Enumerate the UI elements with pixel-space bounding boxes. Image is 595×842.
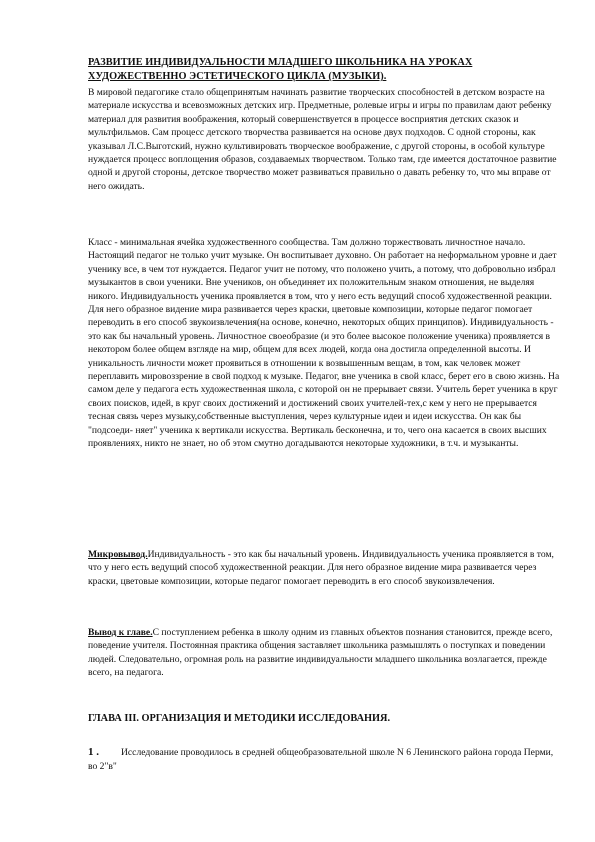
paragraph-creativity: В мировой педагогике стало общепринятым начинать развитие творческих способностей в детском возрасте на материале искусства и всевозможных детских игр. Предметные, ролевые игры и игры по правилам дают ребенку материал для развития воображения, который совершенствуется в процессе восприятия детских сказок и мультфильмов. Сам процесс детского творчества развивается на основе двух подходов. С одной стороны, как указывал Л.С.Выготский, нужно культивировать творческое воображение, с другой стороны, в особой культуре нуждается процесс воплощения образов, создаваемых творчеством. Только там, где имеется достаточное развитие одной и другой стороны, детское творчество может развиваться правильно о давать ребенку то, что мы вправе от него ожидать. xyxy=(88,87,557,192)
chapter-conclusion-text: С поступлением ребенка в школу одним из главных объектов познания становится, прежде всего, поведение учителя. Постоянная практика общения заставляет школьника размышлять о поступках и поведении людей. Следовательно, огромная роль на развитие индивидуальности младшего школьника возлагается, прежде всего, на педагога. xyxy=(88,627,553,679)
microconclusion-label: Микровывод. xyxy=(88,549,148,560)
microconclusion-paragraph xyxy=(88,548,560,588)
item-text: Исследование проводилось в средней общеобразовательной школе N 6 Ленинского района города Перми, во 2"в" xyxy=(88,747,554,772)
chapter-conclusion-label: Вывод к главе. xyxy=(88,627,153,638)
document-title: РАЗВИТИЕ ИНДИВИДУАЛЬНОСТИ МЛАДШЕГО ШКОЛЬНИКА НА УРОКАХ ХУДОЖЕСТВЕННО ЭСТЕТИЧЕСКОГО ЦИКЛА (МУЗЫКИ). xyxy=(88,57,473,82)
item-number: 1 . xyxy=(88,746,99,758)
microconclusion-text: Индивидуальность - это как бы начальный уровень. Индивидуальность ученика проявляется в том, что у него есть ведущий способ художественной реакции. Для него образное видение мира развивается через краски, цветовые композиции, которые педагог помогает переводить в его способ звукоизвлечения. xyxy=(88,549,554,587)
paragraph-class: Класс - минимальная ячейка художественного сообщества. Там должно торжествовать личностное начало. Настоящий педагог не только учит музыке. Он воспитывает духовно. Он работает на неформальном уровне и дает ученику все, в чем тот нуждается. Педагог учит не потому, что положено учить, а потому, что добровольно избрал музыкантов в свои ученики. Вне учеников, он объединяет их положительным знаком отношения, не выделяя никого. Индивидуальность ученика проявляется в том, что у него есть ведущий способ художественной реакции. Для него образное видение мира развивается через краски, цветовые композиции, которые педагог помогает переводить в его способ звукоизвлечения(на основе, конечно, некоторых общих принципов). Индивидуальность - это как бы начальный уровень. Личностное своеобразие (и это более высокое положение ученика) проявляется в некотором более общем взгляде на мир, общем для всех людей, когда она достигла определенной высоты. И уникальность личности может проявиться в отношении к возвышенным вещам, в том, как человек может переплавить мировоззрение в свой подход к музыке. Педагог, вне ученика в свой класс, берет его в свою жизнь. На самом деле у педагога есть художественная школа, с которой он не прерывает связи. Учитель берет ученика в круг своих поисков, идей, в круг своих достижений и достижений своих учителей-тех,с кем у него не прерывается тесная связь через музыку,собственные выступления, через культурные идеи и идеи искусства. Он как бы "подсоеди- няет" ученика к вертикали искусства. Вертикаль бесконечна, и то, чего она касается в своих высших проявлениях, никто не знает, но об этом смутно догадываются некоторые художники, в т.ч. и музыканты. xyxy=(88,237,560,450)
numbered-item xyxy=(88,745,560,774)
chapter-conclusion-paragraph xyxy=(88,626,560,680)
chapter-heading: ГЛАВА III. ОРГАНИЗАЦИЯ И МЕТОДИКИ ИССЛЕДОВАНИЯ. xyxy=(88,713,391,724)
